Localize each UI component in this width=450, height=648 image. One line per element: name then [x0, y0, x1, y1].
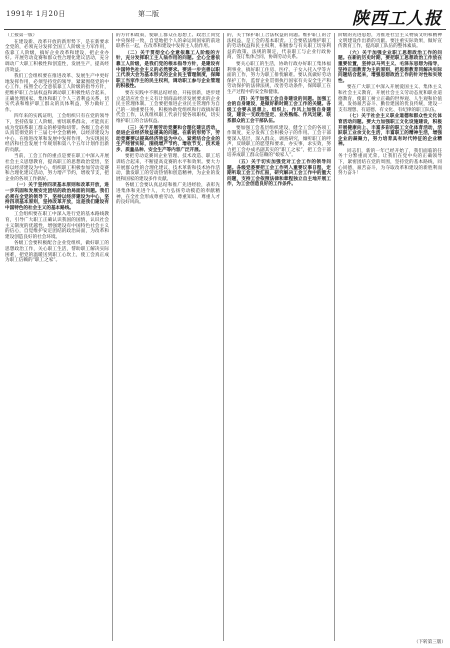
- continuation-note: （下转第三版）: [413, 640, 446, 645]
- page-header: [6, 4, 444, 30]
- article-paragraph: 阶级的先进思想，为推进社会主义物质文明和精神文明建设作出新的贡献。要注重实际效果，做好宣传教育工作，提高职工队伍的整体素质。: [338, 33, 442, 50]
- section-heading-paragraph: （四）关于加强工会自身建设的问题。加强工会的自身建设，是做好新时期工会工作的关键。各级工会要从思想上、组织上、作风上加强自身建设，建设一支政治坚定、业务熟练、作风过硬、联系群众的工会干部队伍。: [227, 96, 331, 124]
- issue-date: 1991年 1月20日: [6, 10, 66, 18]
- section-heading-paragraph: （六）关于加强企业职工思想政治工作的问题。在新的历史时期，要把职工思想政治工作放在重要位置，坚持以马列主义、毛泽东思想为指导，坚持正面教育为主的原则，把思想教育同解决实际问题结合起来，增强思想政治工作的针对性和实效性。: [338, 50, 442, 84]
- newspaper-masthead: 陕西工人报: [352, 9, 442, 29]
- column-divider: [334, 33, 335, 641]
- article-paragraph: 在建设新、改革开放的新形势下，是在新要求全党的，必须充分发挥全国工人阶级主力军作用，依靠工人阶级，搞好企业改革和建设，把企业办好。开展劳动竞赛和群众性合理化建议活动，充分调动广大职工积极性和创造性，发展生产，提高经济效益。: [5, 39, 109, 73]
- article-paragraph: 要加强工会基层组织建设，健全工会的各项工作制度，充分发挥工会积极分子的作用。工会干部要深入基层，深入群众，调查研究，倾听职工的呼声，反映职工的愿望和要求，办实事，求实效，努力把工会办成名副其实的“职工之家”，把工会干部培养成职工群众信赖的“娘家人”。: [227, 125, 331, 159]
- article-column-2: [116, 33, 220, 645]
- article-paragraph: 要在实践中不断总结经验，开拓创新，逐步建立起适应社会主义有计划商品经济发展要求的企业民主管理体制。工会要把推进企业民主管理作为自己的一项重要任务，积极协助党组织和行政搞好职代会工作，认真组织职工代表行使各项职权，切实维护职工的合法权益。: [116, 90, 220, 124]
- section-heading-paragraph: （七）关于社会主义职业道德和群众性文化体育活动问题。要大力加强职工文化设施建设，积极开展健康向上、丰富多彩的职工文化体育活动，活跃职工业余文化生活，丰富职工的精神生活，增强企业的凝聚力，努力培育具有时代特征的企业精神。: [338, 114, 442, 148]
- section-heading-paragraph: （一）关于坚持四项基本原则和改革开放，进一步巩固和发展安定团结的政治局面的问题。我们必须在全党的领导下，坚持以经济建设为中心，坚持四项基本原则，坚持改革开放，这是我们建设有中国特色的社会主义的基本路线。: [5, 183, 109, 211]
- article-paragraph: 当前，工会工作的重点是要在职工中深入开展社会主义思想教育，提高职工的思想政治觉悟，坚持以经济建设为中心，组织职工积极参加劳动竞赛和合理化建议活动，努力增产节约，增收节支，把企业的各项工作搞好。: [5, 154, 109, 182]
- article-paragraph: （上接第一版）: [5, 33, 38, 38]
- article-column-4: [338, 33, 442, 645]
- column-divider: [112, 33, 113, 641]
- section-heading-paragraph: （二）关于贯彻全心全意依靠工人阶级的方针，充分发挥职工主人翁作用的问题。全心全意依靠工人阶级，是我们党的根本指导方针，是建设有中国特色社会主义的必然要求。要进一步完善以职工代表大会为基本形式的企业民主管理制度，保障职工当家作主的民主权利，调动职工参与企业管理的积极性。: [116, 50, 220, 90]
- article-paragraph: 四年来的实践证明，工会组织只有在党的领导下，坚持依靠工人阶级，密切联系群众，才能真正成为党联系职工群众的桥梁和纽带。各级工会必须认真贯彻党的十三届七中全会精神，以经济建设为中心，在推进改革和发展中发挥作用，为实现国民经济和社会发展十年规划和第八个五年计划作出新的贡献。: [5, 114, 109, 153]
- article-column-3: [227, 33, 331, 645]
- article-paragraph: 同志们，新的一年已经开始了，我们面临的任务十分繁重而光荣。让我们在党中央的正确领导下，紧密团结在党的周围，坚持党的基本路线，同心同德，艰苦奋斗，为夺取改革和建设的新胜利而努力奋斗！: [338, 148, 442, 177]
- column-divider: [223, 33, 224, 641]
- article-paragraph: 的，关于保护职工合法权益的问题。维护职工的合法权益，是工会的基本职责。工会要依法维护职工的劳动权益和民主权利，积极参与有关职工切身利益的政策、法规的制定，代表职工与企业行政协商，签订集体合同，协调劳动关系。: [227, 33, 331, 61]
- article-paragraph: 我们工会组织要在推进改革、发展生产中更好地发挥作用，必须坚持党的领导，紧紧围绕党的中心工作，按照全心全意依靠工人阶级的指导方针，把维护职工合法权益和调动职工积极性结合起来，正确处理国家、集体和职工个人三者利益关系，切实代表和维护职工群众的具体利益，努力做好工作。: [5, 74, 109, 113]
- article-paragraph: 要把劳动竞赛同企业管理、技术改造、职工培训结合起来，不断提高竞赛的水平和效果。要大力开展群众性的合理化建议、技术革新和技术协作活动，激发职工的劳动热情和创造精神，为企业的发展和国家的建设多作贡献。: [116, 154, 220, 182]
- page-number: 第二版: [138, 10, 159, 18]
- section-heading-paragraph: （五）关于切实加强党对工会工作的领导问题。各级党委要把工会工作列入重要议事日程，定期听取工会工作汇报，研究解决工会工作中的重大问题，支持工会依照法律和章程独立自主地开展工作，为工会创造良好的工作条件。: [227, 160, 331, 188]
- article-paragraph: 各级工会要积极配合企业党组织，做好职工的思想政治工作，关心职工生活，帮助职工解决实际困难，把党的温暖送到职工心坎上，使工会真正成为职工信赖的“职工之家”。: [5, 241, 109, 264]
- article-paragraph: 工会组织要在职工中深入进行党的基本路线教育，引导广大职工正确认识我国的国情，认识社会主义制度的优越性，增强建设有中国特色社会主义的信心，自觉维护安定团结的政治局面，为改革和建设创造良好的社会环境。: [5, 212, 109, 240]
- article-paragraph: 各级工会要认真总结和推广先进经验，表彰先进集体和先进个人，大力弘扬劳动模范的奉献精神，在全社会形成尊重劳动、尊重知识、尊重人才的良好风尚。: [116, 183, 220, 206]
- article-paragraph: 要关心职工的生活，协助行政办好职工集体福利事业，搞好职工住房、医疗、子女入托入学等方面的工作，努力为职工排忧解难。要认真做好劳动保护工作，监督企业贯彻执行国家有关安全生产和劳动保护的法律法规，改善劳动条件，保障职工在生产过程中的安全和健康。: [227, 61, 331, 95]
- article-paragraph: 要在广大职工中深入开展爱国主义、集体主义和社会主义教育，开展社会主义劳动态度和职业道德教育，使职工树立正确的世界观、人生观和价值观，发扬艰苦奋斗、勤俭建国的优良传统，建设一支有理想、有道德、有文化、有纪律的职工队伍。: [338, 85, 442, 113]
- header-rule: [4, 29, 446, 30]
- article-paragraph: 的方针和政策，使职工群众在思想上、政治上同党中央保持一致，自觉地把个人的命运同国家的前途联系在一起，在改革和建设中发挥主人翁作用。: [116, 33, 220, 50]
- section-heading-paragraph: （三）关于开展劳动竞赛和合理化建议活动，促进企业经济效益提高的问题。在新的形势下，劳动竞赛要以提高经济效益为中心，紧密结合企业的生产经营实际，围绕增产节约、增收节支、技术进步、质量品种、安全生产等内容广泛开展。: [116, 125, 220, 153]
- article-column-1: [5, 33, 109, 645]
